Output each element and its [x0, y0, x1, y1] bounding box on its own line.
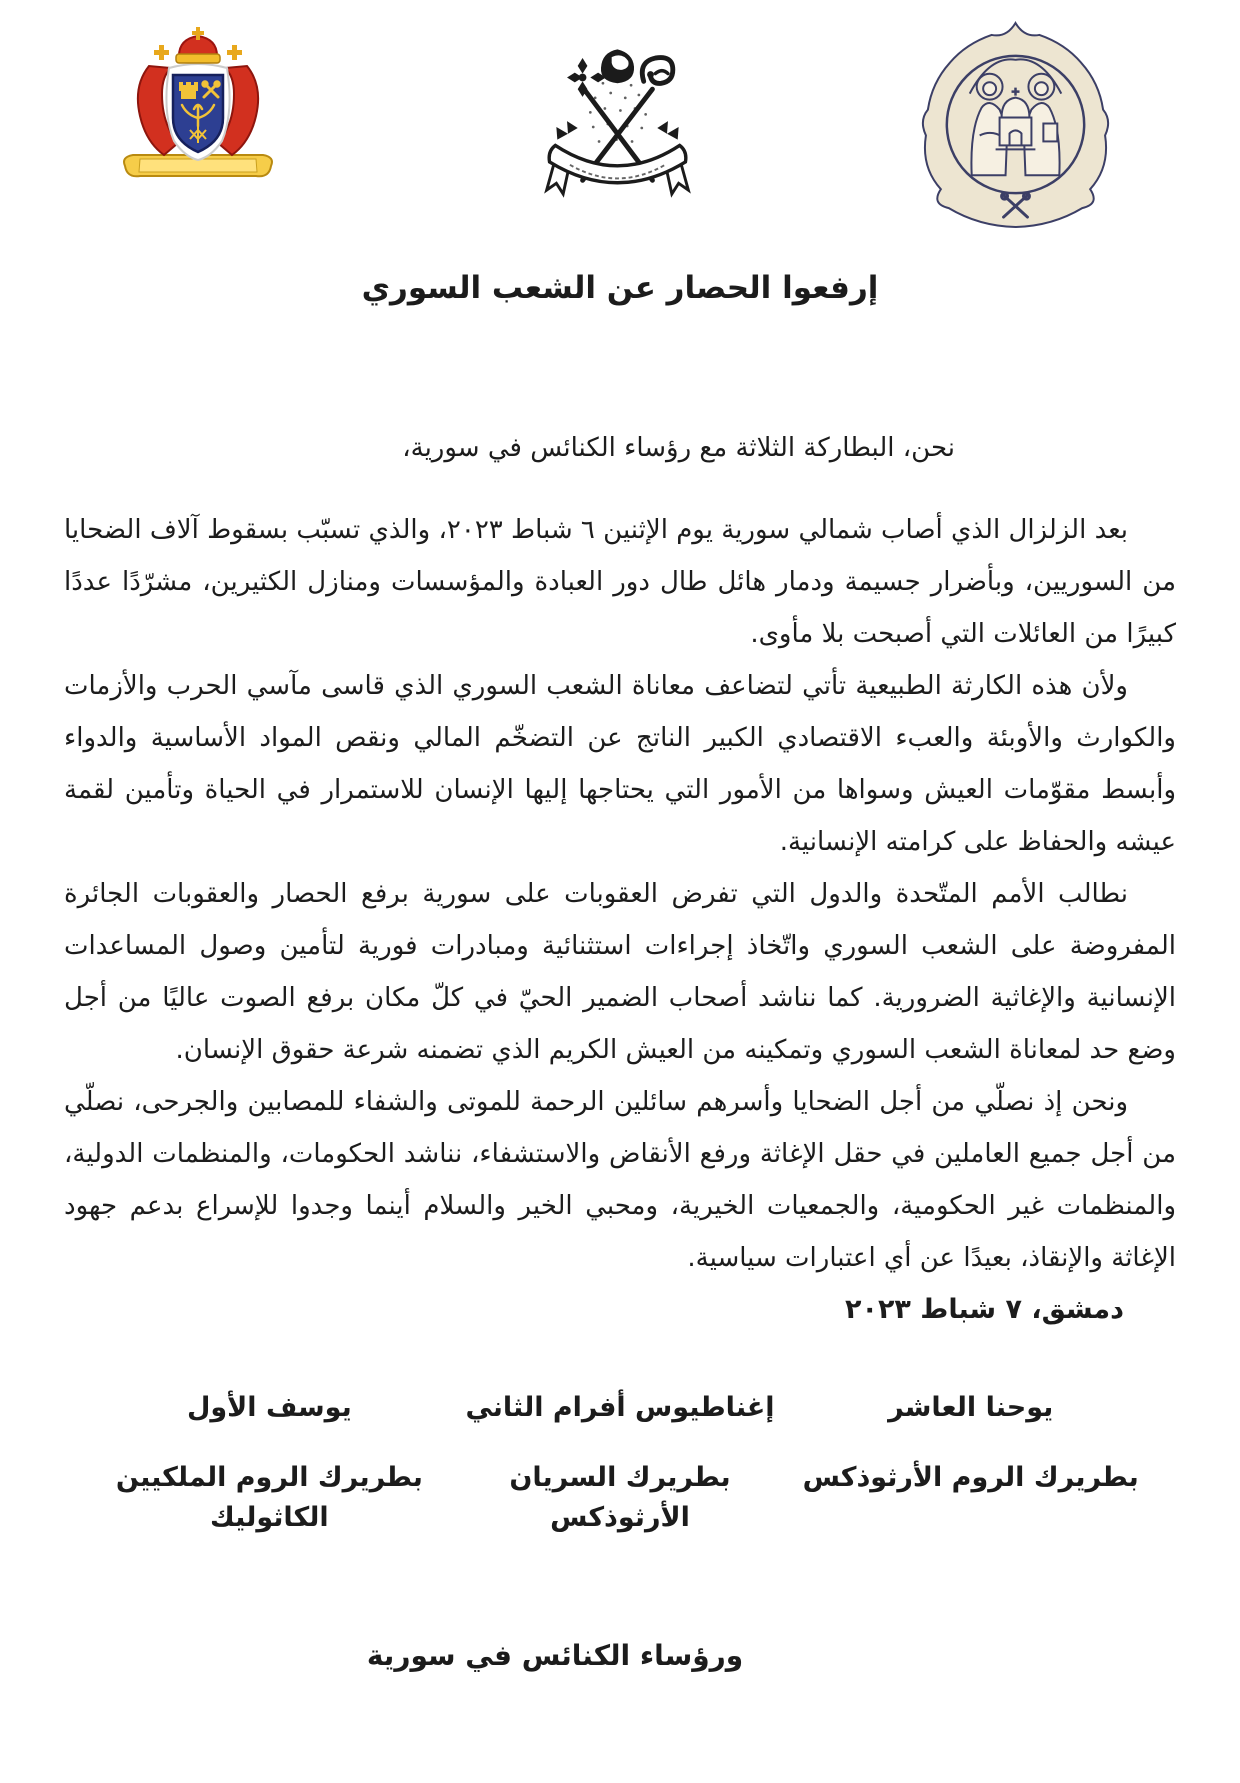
paragraph-suffering: ولأن هذه الكارثة الطبيعية تأتي لتضاعف معاناة الشعب السوري الذي قاسى مآسي الحرب والأزمات والكوارث والأوبئة والعبء الاقتصادي الكبير الناتج عن التضخّم المالي ونقص المواد الأساسية والدواء وأبسط مقوّمات العيش وسواها من الأمور التي يحتاجها إليها الإنسان للاستمرار في الحياة وتأمين لقمة عيشه والحفاظ على كرامته الإنسانية.	[64, 671, 1176, 857]
signatory-name: إغناطيوس أفرام الثاني	[465, 1392, 775, 1423]
dateline: دمشق، ٧ شباط ٢٠٢٣	[844, 1294, 1124, 1325]
document-title: إرفعوا الحصار عن الشعب السوري	[361, 270, 879, 306]
signature-greek-orthodox	[795, 1388, 1146, 1538]
syriac-emblem-logo	[535, 44, 700, 208]
syriac-emblem-icon	[535, 44, 700, 208]
signatory-title: بطريرك الروم الأرثوذكس	[802, 1462, 1139, 1493]
paragraph-prayer-appeal: ونحن إذ نصلّي من أجل الضحايا وأسرهم سائلين الرحمة للموتى والشفاء للمصابين والجرحى، نصلّي من أجل جميع العاملين في حقل الإغاثة ورفع الأنقاض والاستشفاء، نناشد الحكومات، والمنظمات الدولية، والمنظمات غير الحكومية، والجمعيات الخيرية، ومحبي الخير والسلام أينما وجدوا للإسراع بدعم جهود الإغاثة والإنقاذ، بعيدًا عن أي اعتبارات سياسية.	[64, 1087, 1176, 1273]
signatory-title: بطريرك السريان الأرثوذكس	[509, 1462, 731, 1533]
signatures-row	[64, 1388, 1176, 1538]
melkite-crest-logo	[118, 26, 278, 198]
signatory-name: يوحنا العاشر	[888, 1392, 1054, 1423]
signatory-name: يوسف الأول	[186, 1392, 352, 1423]
opening-line: نحن، البطاركة الثلاثة مع رؤساء الكنائس في سورية،	[402, 433, 955, 463]
paragraph-demand-un: نطالب الأمم المتّحدة والدول التي تفرض العقوبات على سورية برفع الحصار والعقوبات الجائرة المفروضة على الشعب السوري واتّخاذ إجراءات استثنائية ومبادرات فورية لتأمين وصول المساعدات الإنسانية والإغاثية الضرورية. كما نناشد أصحاب الضمير الحيّ في كلّ مكان برفع الصوت عاليًا من أجل وضع حد لمعاناة الشعب السوري وتمكينه من العيش الكريم الذي تضمنه شرعة حقوق الإنسان.	[64, 879, 1176, 1065]
signatory-title: بطريرك الروم الملكيين الكاثوليك	[115, 1462, 423, 1533]
antioch-seal-logo	[912, 18, 1120, 232]
antioch-seal-icon	[912, 18, 1120, 232]
signature-melkite-catholic	[94, 1388, 445, 1538]
melkite-crest-icon	[118, 26, 278, 198]
closing-line: ورؤساء الكنائس في سورية	[366, 1639, 744, 1672]
paragraph-earthquake: بعد الزلزال الذي أصاب شمالي سورية يوم الإثنين ٦ شباط ٢٠٢٣، والذي تسبّب بسقوط آلاف الضحايا من السوريين، وبأضرار جسيمة ودمار هائل طال دور العبادة والمؤسسات ومنازل الكثيرين، مشرّدًا عددًا كبيرًا من العائلات التي أصبحت بلا مأوى.	[64, 515, 1176, 649]
signature-syriac-orthodox	[445, 1388, 796, 1538]
